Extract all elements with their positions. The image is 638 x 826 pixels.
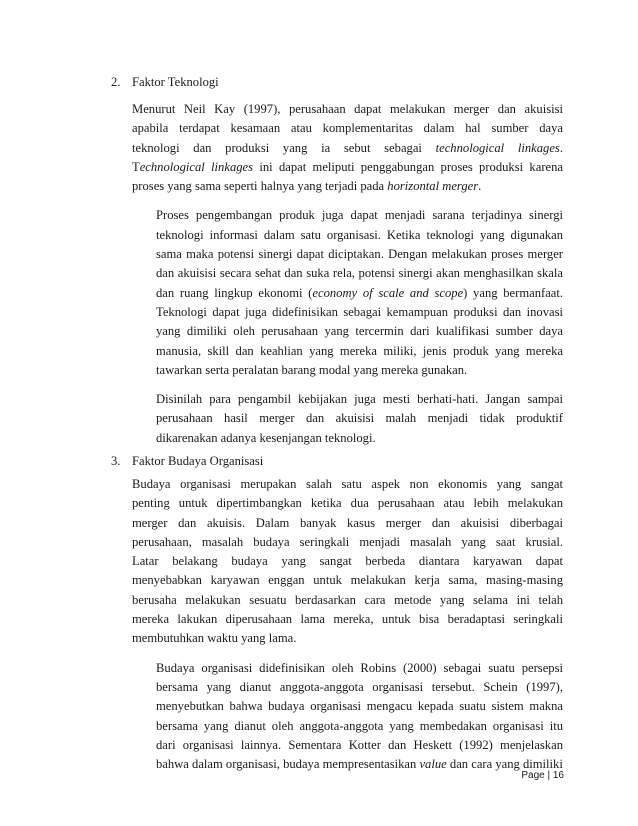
text-line: apabila terdapat kesamaan atau komplementaritas dalam hal sumber daya [132, 121, 563, 136]
text-line: teknologi dan produksi yang ia sebut sebagai technological linkages. [132, 140, 563, 155]
paragraph [132, 475, 563, 649]
text-line: perusahaan, masalah budaya seringkali menjadi masalah yang saat krusial. [132, 534, 563, 549]
text-line: Proses pengembangan produk juga dapat menjadi sarana terjadinya sinergi [156, 208, 563, 223]
text-line: berusaha melakukan sesuatu berdasarkan cara metode yang selama ini telah [132, 592, 563, 607]
paragraph [132, 390, 563, 448]
text-line: penting untuk dipertimbangkan ketika dua perusahaan atau lebih melakukan [132, 496, 563, 511]
text-line: dikarenakan adanya kesenjangan teknologi. [156, 430, 376, 445]
section-number: 3. [111, 454, 121, 468]
text-line: teknologi informasi dalam satu organisasi. Ketika teknologi yang digunakan [156, 227, 563, 242]
text-line: proses yang sama seperti halnya yang terjadi pada horizontal merger. [132, 179, 482, 194]
text-line: mereka lakukan diperusahaan lama mereka, untuk bisa beradaptasi seringkali [132, 612, 563, 627]
text-line: Disinilah para pengambil kebijakan juga mesti berhati-hati. Jangan sampai [156, 392, 563, 407]
italic-term: technological linkages [435, 140, 560, 155]
paragraph [132, 659, 563, 775]
text-line: Latar belakang budaya yang sangat berbeda diantara karyawan dapat [132, 554, 563, 569]
paragraph [132, 100, 563, 196]
text-line: Teknologi dapat juga didefinisikan sebagai kemampuan produksi dan inovasi [156, 304, 563, 319]
text-line: bersama yang dianut anggota-anggota organisasi tersebut. Schein (1997), [156, 679, 563, 694]
text-line: yang dimiliki oleh perusahaan yang tercermin dari kualifikasi sumber daya [156, 324, 563, 339]
text-line: Technological linkages ini dapat meliputi penggabungan proses produksi karena [132, 159, 563, 174]
text-line: sama maka potensi sinergi dapat diciptakan. Dengan melakukan proses merger [156, 247, 563, 262]
section-body [132, 100, 563, 448]
text-line: manusia, skill dan keahlian yang mereka miliki, jenis produk yang mereka [156, 343, 563, 358]
text-line: bahwa dalam organisasi, budaya mempresentasikan value dan cara yang dimiliki [156, 757, 563, 772]
section-title: Faktor Budaya Organisasi [132, 454, 264, 468]
section-heading [111, 453, 263, 469]
paragraph [132, 206, 563, 380]
text-line: menyebabkan karyawan enggan untuk melakukan kerja sama, masing-masing [132, 573, 563, 588]
text-line: dari organisasi lainnya. Sementara Kotter dan Heskett (1992) menjelaskan [156, 737, 563, 752]
text-line: Menurut Neil Kay (1997), perusahaan dapat melakukan merger dan akuisisi [132, 102, 563, 116]
text-line: Budaya organisasi didefinisikan oleh Robins (2000) sebagai suatu persepsi [156, 660, 563, 675]
italic-term: economy of scale and scope [312, 285, 464, 300]
italic-term: echnological linkages [139, 159, 254, 174]
text-line: membutuhkan waktu yang lama. [132, 631, 297, 646]
italic-term: horizontal merger [387, 179, 479, 194]
text-line: perusahaan hasil merger dan akuisisi malah menjadi tidak produktif [156, 411, 563, 426]
text-line: Budaya organisasi merupakan salah satu aspek non ekonomis yang sangat [132, 477, 563, 491]
section-body [132, 475, 563, 774]
section-heading [111, 74, 219, 90]
text-line: tawarkan serta peralatan barang modal yang mereka gunakan. [156, 362, 468, 377]
italic-term: value [419, 757, 447, 772]
text-line: merger dan akuisis. Dalam banyak kasus merger dan akuisisi diberbagai [132, 515, 563, 530]
section-title: Faktor Teknologi [132, 75, 219, 89]
text-line: menyebutkan bahwa budaya organisasi mengacu kepada suatu sistem makna [156, 699, 563, 714]
text-line: dan ruang lingkup ekonomi (economy of scale and scope) yang bermanfaat. [156, 285, 564, 300]
text-line: dan akuisisi secara sehat dan suka rela, potensi sinergi akan menghasilkan skala [156, 266, 563, 281]
section-number: 2. [111, 75, 121, 89]
text-line: bersama yang dianut oleh anggota-anggota yang membedakan organisasi itu [156, 718, 563, 733]
page-number: Page | 16 [521, 770, 564, 781]
